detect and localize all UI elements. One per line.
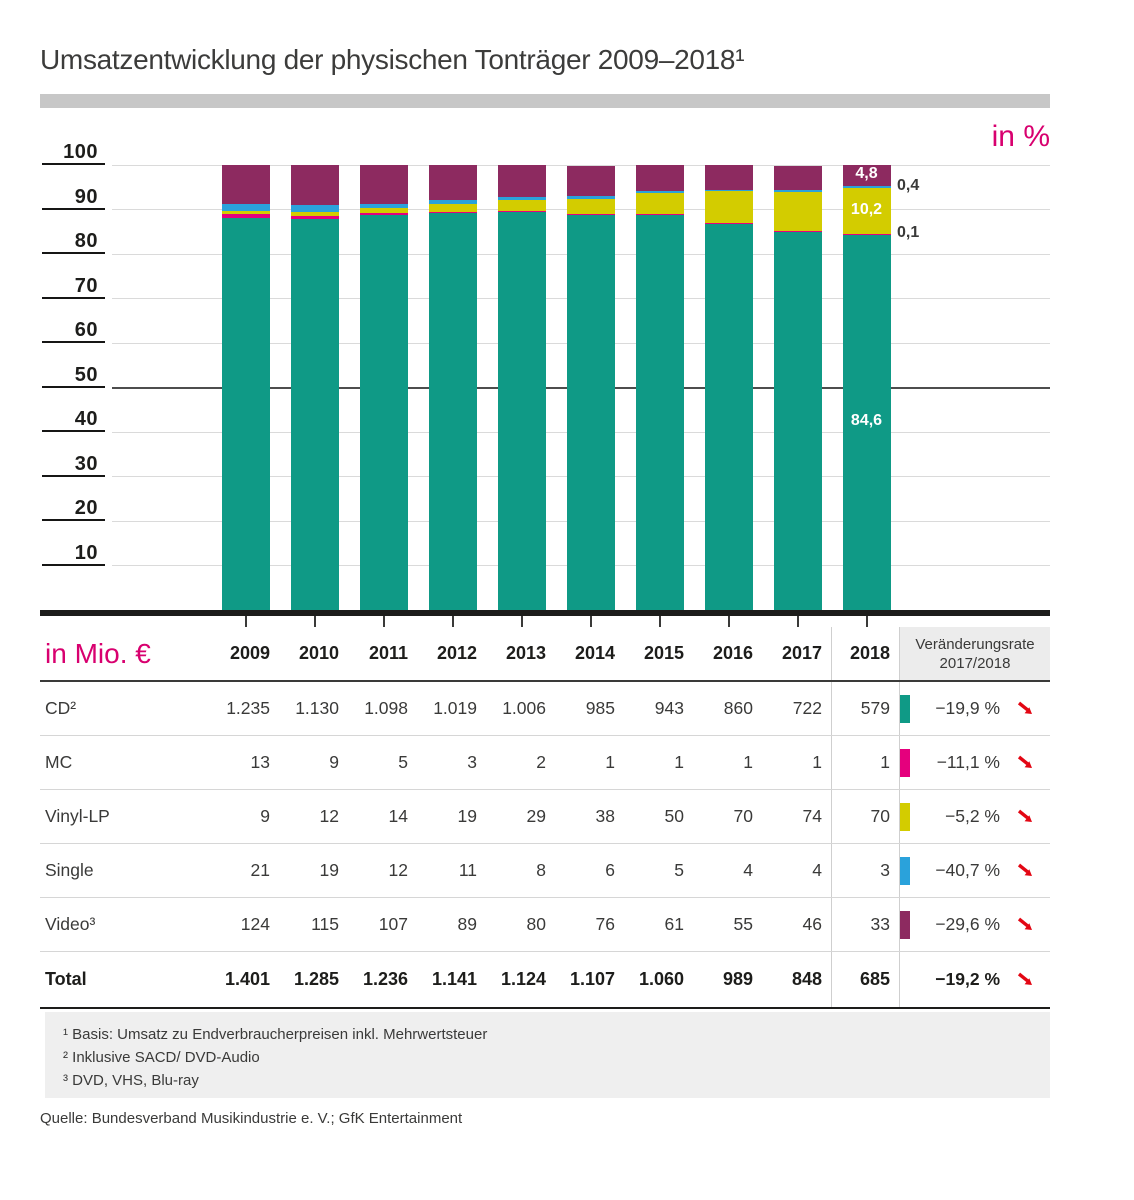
bar-segment-single-2016 [705, 190, 753, 192]
bar-segment-cd-2011 [360, 215, 408, 610]
value-cell: 5 [398, 752, 408, 772]
value-cell: 19 [457, 806, 477, 826]
bar-segment-video-2017 [774, 166, 822, 190]
total-value-cell: 1.285 [293, 969, 339, 989]
rate-cell [900, 790, 1050, 843]
total-value-cell: 1.401 [224, 969, 270, 989]
year-header-2013: 2013 [505, 643, 546, 663]
bar-segment-video-2009 [222, 165, 270, 204]
value-cell: 1.130 [295, 698, 339, 718]
table-row [40, 844, 1050, 898]
segment-value-label: 0,1 [897, 223, 920, 241]
total-value-cell: 1.141 [431, 969, 477, 989]
down-right-arrow-icon [1016, 861, 1036, 881]
y-axis-tick-label: 40 [42, 404, 105, 432]
bar-segment-video-2012 [429, 165, 477, 200]
bar-segment-mc-2009 [222, 214, 270, 218]
swatch-zone [900, 749, 914, 777]
page-title: Umsatzentwicklung der physischen Tonträger 2009–2018¹ [40, 44, 745, 75]
y-axis-tick-label: 60 [42, 315, 105, 343]
bar-segment-vinyllp-2017 [774, 192, 822, 231]
total-value-cell: 1.107 [569, 969, 615, 989]
year-header-2016: 2016 [712, 643, 753, 663]
bar-segment-mc-2013 [498, 211, 546, 212]
rate-header-line1: Veränderungsrate [915, 635, 1035, 653]
value-cell: 21 [250, 860, 270, 880]
series-label: Video³ [45, 914, 96, 934]
bar-segment-vinyllp-2012 [429, 204, 477, 211]
series-label: MC [45, 752, 73, 772]
bar-segment-cd-2016 [705, 223, 753, 610]
y-axis-tick-label: 90 [42, 182, 105, 210]
bar-segment-vinyllp-2014 [567, 199, 615, 214]
bar-segment-mc-2018 [843, 234, 891, 235]
value-cell: 9 [260, 806, 270, 826]
rate-value: −40,7 % [935, 860, 1000, 880]
y-axis-tick-label: 50 [42, 360, 105, 388]
x-axis [40, 610, 1050, 616]
value-cell: 6 [605, 860, 615, 880]
bar-segment-mc-2017 [774, 231, 822, 232]
bar-segment-vinyllp-2011 [360, 208, 408, 213]
y-axis-tick-label: 80 [42, 226, 105, 254]
table-row [40, 790, 1050, 844]
x-axis-tick [521, 616, 523, 627]
value-cell: 76 [595, 914, 615, 934]
x-axis-tick [245, 616, 247, 627]
value-cell: 1.006 [502, 698, 546, 718]
value-cell: 74 [802, 806, 822, 826]
x-axis-tick [383, 616, 385, 627]
down-right-arrow-icon [1016, 753, 1036, 773]
trend-arrow [1016, 807, 1050, 827]
bar-segment-vinyllp-2009 [222, 211, 270, 214]
source-line: Quelle: Bundesverband Musikindustrie e. V.; GfK Entertainment [40, 1110, 463, 1127]
value-cell: 860 [723, 698, 753, 718]
rate-value: −5,2 % [945, 806, 1000, 826]
total-value-cell: 1.236 [362, 969, 408, 989]
series-label: Single [45, 860, 94, 880]
value-cell: 579 [831, 682, 900, 735]
color-swatch [900, 803, 910, 831]
value-cell: 13 [250, 752, 270, 772]
value-cell: 1 [605, 752, 615, 772]
rate-cell [900, 898, 1050, 951]
value-cell: 55 [733, 914, 753, 934]
value-cell: 1 [674, 752, 684, 772]
value-cell: 89 [457, 914, 477, 934]
down-right-arrow-icon [1016, 699, 1036, 719]
value-cell: 33 [831, 898, 900, 951]
value-cell: 9 [329, 752, 339, 772]
value-cell: 70 [831, 790, 900, 843]
bar-segment-mc-2012 [429, 212, 477, 213]
bar-segment-single-2015 [636, 191, 684, 193]
bar-segment-cd-2009 [222, 218, 270, 610]
bar-segment-single-2011 [360, 204, 408, 208]
value-cell: 1.019 [433, 698, 477, 718]
bar-segment-single-2009 [222, 204, 270, 211]
title-divider-bar [40, 94, 1050, 108]
down-right-arrow-icon [1016, 807, 1036, 827]
total-label: Total [45, 969, 87, 989]
swatch-zone [900, 857, 914, 885]
rate-value: −19,2 % [935, 969, 1000, 989]
revenue-table [40, 627, 1050, 1009]
x-axis-tick [314, 616, 316, 627]
bar-segment-cd-2015 [636, 214, 684, 610]
color-swatch [900, 911, 910, 939]
trend-arrow [1016, 915, 1050, 935]
y-axis-tick-label: 20 [42, 493, 105, 521]
value-cell: 70 [733, 806, 753, 826]
year-header-2015: 2015 [643, 643, 684, 663]
value-cell: 107 [378, 914, 408, 934]
y-axis-tick-label: 100 [42, 137, 105, 165]
value-cell: 1 [812, 752, 822, 772]
bar-segment-video-2013 [498, 165, 546, 197]
series-label: Vinyl-LP [45, 806, 110, 826]
year-header-2017: 2017 [781, 643, 822, 663]
bar-segment-vinyllp-2010 [291, 212, 339, 216]
value-cell: 943 [654, 698, 684, 718]
x-axis-tick [590, 616, 592, 627]
total-value-cell: 1.060 [638, 969, 684, 989]
bar-segment-single-2013 [498, 197, 546, 200]
value-cell: 11 [458, 860, 477, 880]
rate-column-header [900, 627, 1050, 680]
value-cell: 61 [664, 914, 684, 934]
swatch-zone [900, 911, 914, 939]
bar-segment-cd-2012 [429, 213, 477, 610]
total-value-cell: 989 [722, 969, 753, 989]
value-cell: 1.235 [226, 698, 270, 718]
value-cell: 1.098 [364, 698, 408, 718]
year-header-2014: 2014 [574, 643, 615, 663]
value-cell: 46 [802, 914, 822, 934]
y-axis-tick-label: 10 [42, 538, 105, 566]
value-cell: 12 [388, 860, 408, 880]
rate-cell [900, 952, 1050, 1007]
table-row [40, 682, 1050, 736]
trend-arrow [1016, 970, 1050, 990]
trend-arrow [1016, 861, 1050, 881]
value-cell: 1 [831, 736, 900, 789]
bar-segment-video-2015 [636, 165, 684, 191]
bar-segment-vinyllp-2013 [498, 200, 546, 211]
table-unit-label: in Mio. € [45, 637, 151, 669]
bar-segment-mc-2010 [291, 216, 339, 219]
bar-segment-cd-2013 [498, 212, 546, 610]
swatch-zone [900, 695, 914, 723]
x-axis-tick [728, 616, 730, 627]
segment-value-label: 4,8 [855, 165, 878, 183]
bar-segment-vinyllp-2016 [705, 191, 753, 222]
y-axis-tick-label: 30 [42, 449, 105, 477]
year-header-2011: 2011 [368, 643, 408, 663]
footnote-1: ¹ Basis: Umsatz zu Endverbraucherpreisen inkl. Mehrwertsteuer [63, 1026, 488, 1043]
bar-segment-video-2014 [567, 166, 615, 197]
segment-value-label: 84,6 [850, 412, 883, 430]
color-swatch [900, 857, 910, 885]
value-cell: 19 [319, 860, 339, 880]
year-header-2018: 2018 [831, 627, 900, 680]
value-cell: 722 [792, 698, 822, 718]
rate-value: −29,6 % [935, 914, 1000, 934]
bar-segment-video-2011 [360, 165, 408, 204]
y-axis-tick-label: 70 [42, 271, 105, 299]
year-header-2009: 2009 [229, 643, 270, 663]
value-cell: 3 [831, 844, 900, 897]
trend-arrow [1016, 753, 1050, 773]
year-header-2012: 2012 [436, 643, 477, 663]
rate-value: −19,9 % [935, 698, 1000, 718]
trend-arrow [1016, 699, 1050, 719]
chart-unit-label: in % [991, 120, 1050, 153]
table-header-row [40, 627, 1050, 682]
rate-cell [900, 736, 1050, 789]
value-cell: 50 [664, 806, 684, 826]
value-cell: 29 [526, 806, 546, 826]
footnote-3: ³ DVD, VHS, Blu-ray [63, 1072, 199, 1089]
value-cell: 38 [595, 806, 615, 826]
footnote-2: ² Inklusive SACD/ DVD-Audio [63, 1049, 260, 1066]
x-axis-tick [866, 616, 868, 627]
bar-segment-single-2010 [291, 205, 339, 212]
series-label: CD² [45, 698, 77, 718]
bar-segment-video-2010 [291, 165, 339, 205]
rate-cell [900, 682, 1050, 735]
bar-segment-vinyllp-2015 [636, 193, 684, 214]
value-cell: 124 [240, 914, 270, 934]
bar-segment-single-2018 [843, 186, 891, 188]
x-axis-tick [452, 616, 454, 627]
bar-segment-video-2016 [705, 165, 753, 190]
bar-segment-cd-2017 [774, 231, 822, 610]
down-right-arrow-icon [1016, 915, 1036, 935]
footnote-box [45, 1012, 1050, 1098]
value-cell: 3 [467, 752, 477, 772]
x-axis-tick [659, 616, 661, 627]
segment-value-label: 0,4 [897, 177, 920, 195]
value-cell: 4 [812, 860, 822, 880]
value-cell: 14 [388, 806, 408, 826]
color-swatch [900, 695, 910, 723]
value-cell: 4 [743, 860, 753, 880]
rate-header-line2: 2017/2018 [939, 654, 1011, 672]
value-cell: 8 [536, 860, 546, 880]
year-header-2010: 2010 [298, 643, 339, 663]
rate-cell [900, 844, 1050, 897]
bar-segment-mc-2011 [360, 213, 408, 215]
table-total-row [40, 952, 1050, 1009]
value-cell: 2 [536, 752, 546, 772]
bar-segment-cd-2010 [291, 219, 339, 610]
bar-segment-single-2014 [567, 196, 615, 198]
value-cell: 80 [526, 914, 546, 934]
bar-segment-single-2012 [429, 200, 477, 204]
x-axis-tick [797, 616, 799, 627]
color-swatch [900, 749, 910, 777]
rate-value: −11,1 % [936, 752, 1000, 772]
total-value-cell: 1.124 [500, 969, 546, 989]
table-row [40, 736, 1050, 790]
value-cell: 1 [743, 752, 753, 772]
swatch-zone [900, 803, 914, 831]
value-cell: 115 [311, 914, 339, 934]
value-cell: 12 [319, 806, 339, 826]
total-value-cell: 848 [791, 969, 822, 989]
table-row [40, 898, 1050, 952]
value-cell: 5 [674, 860, 684, 880]
down-right-arrow-icon [1016, 970, 1036, 990]
bar-segment-single-2017 [774, 190, 822, 192]
bar-segment-cd-2014 [567, 214, 615, 610]
segment-value-label: 10,2 [850, 200, 883, 218]
total-value-cell: 685 [831, 952, 900, 1007]
value-cell: 985 [585, 698, 615, 718]
